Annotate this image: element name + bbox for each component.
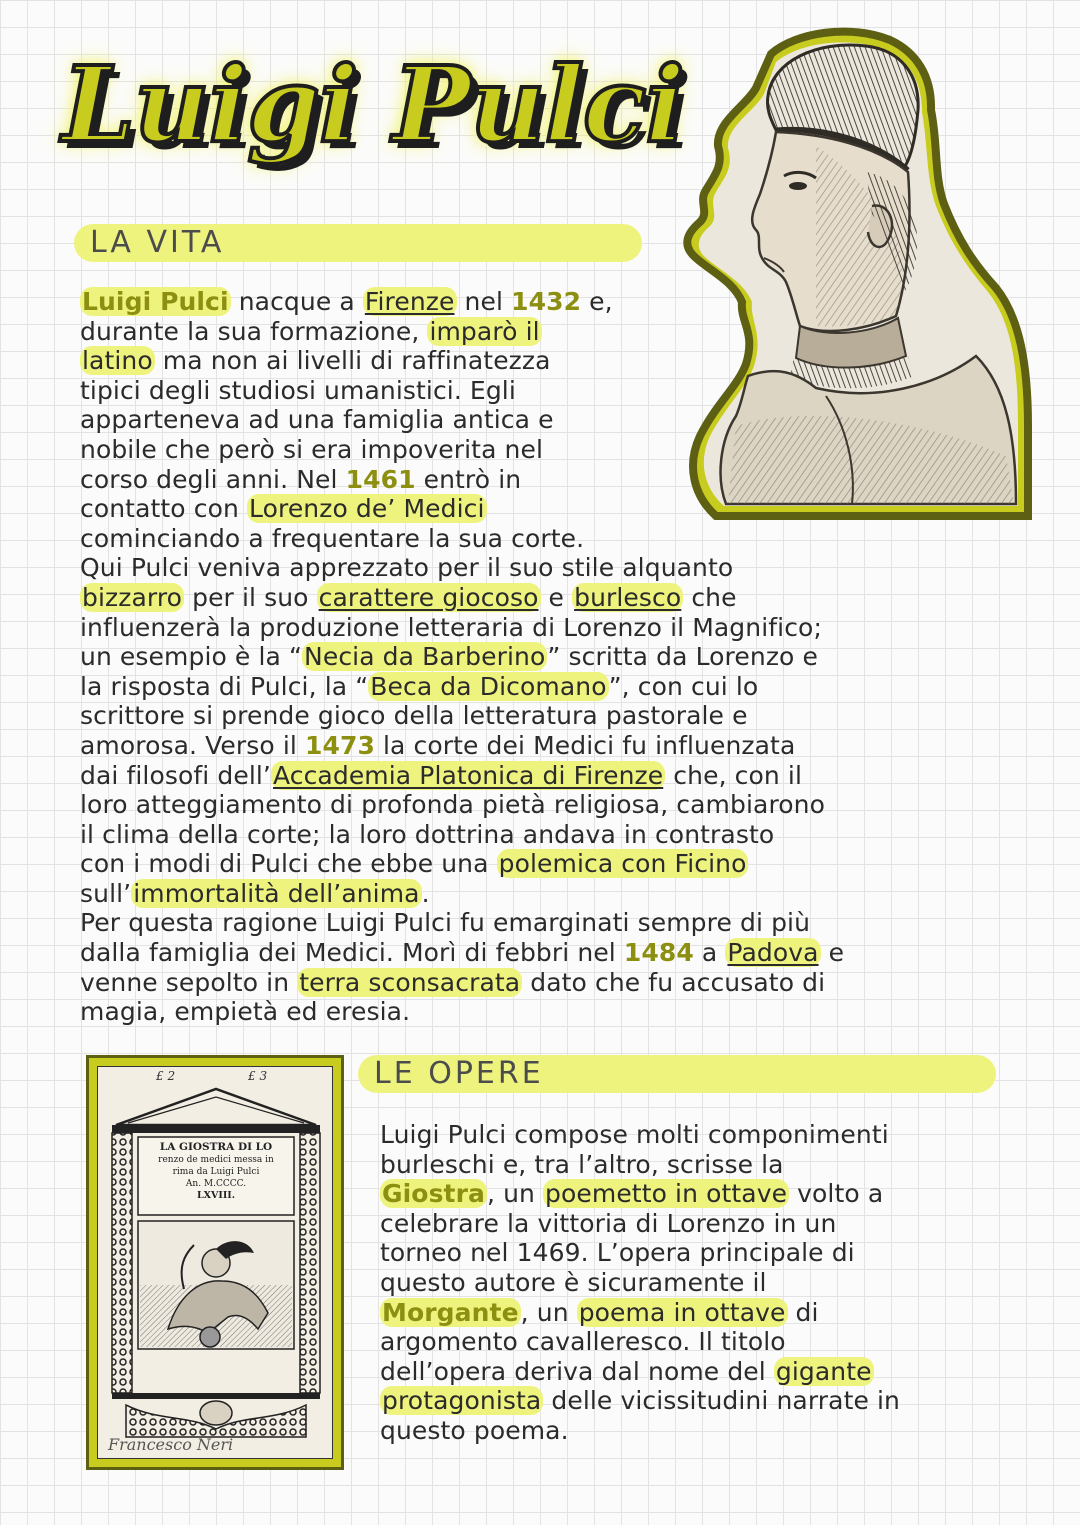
text-line <box>80 287 844 317</box>
text-line <box>80 879 844 909</box>
text-span: che, con il <box>665 760 802 790</box>
text-line <box>80 376 844 406</box>
text-line <box>80 494 844 524</box>
text-line <box>80 465 844 495</box>
text-span: burleschi e, tra l’altro, scrisse la <box>380 1149 784 1179</box>
text-span: scrittore si prende gioco della letteratura pastorale e <box>80 701 748 731</box>
text-line <box>80 997 844 1027</box>
text-line <box>380 1150 900 1180</box>
text-span: nacque a <box>230 287 363 316</box>
corner-mark: £ 3 <box>248 1069 268 1083</box>
text-span: nel <box>456 287 512 316</box>
year-highlight: 1461 <box>345 464 416 494</box>
highlight-work: Giostra <box>382 1179 485 1209</box>
highlight-place: Padova <box>727 938 819 968</box>
text-span: e <box>540 582 573 612</box>
highlight-phrase: poema in ottave <box>578 1297 786 1327</box>
text-span: contatto con <box>80 494 247 524</box>
text-line <box>80 701 844 731</box>
text-line <box>380 1179 900 1209</box>
book-cover-image <box>86 1055 344 1470</box>
text-line <box>80 553 844 583</box>
text-line <box>80 583 844 613</box>
text-line <box>80 849 844 879</box>
highlight-place: Firenze <box>364 287 455 316</box>
text-span: loro atteggiamento di profonda pietà religiosa, cambiarono <box>80 790 826 820</box>
highlight-phrase: immortalità dell’anima <box>133 878 420 908</box>
section-header-vita <box>74 224 642 262</box>
text-span: dai filosofi dell’ <box>80 760 271 790</box>
text-span: questo autore è sicuramente il <box>380 1267 767 1297</box>
text-span: ” scritta da Lorenzo e <box>547 642 818 672</box>
text-span: delle vicissitudini narrate in <box>543 1386 900 1416</box>
text-span: questo poema. <box>380 1415 569 1445</box>
book-page <box>97 1066 333 1459</box>
text-line <box>80 908 844 938</box>
text-span: a <box>693 938 726 968</box>
highlight-phrase: protagonista <box>382 1386 542 1416</box>
year-highlight: 1484 <box>623 938 694 968</box>
text-span: ”, con cui lo <box>608 671 759 701</box>
corner-mark: £ 2 <box>156 1069 176 1083</box>
text-span: e, <box>581 287 613 316</box>
cover-line: renzo de medici messa in <box>158 1155 274 1165</box>
text-span: , un <box>487 1179 544 1209</box>
cover-line: An. M.CCCC. <box>185 1179 247 1189</box>
text-span: di <box>787 1297 819 1327</box>
text-span: sull’ <box>80 878 132 908</box>
highlight-phrase: imparò il <box>429 316 540 346</box>
highlight-phrase: terra sconsacrata <box>299 967 521 997</box>
text-span: magia, empietà ed eresia. <box>80 997 411 1027</box>
text-span: apparteneva ad una famiglia antica e <box>80 405 554 435</box>
highlight-phrase: poemetto in ottave <box>545 1179 788 1209</box>
book-ornament <box>98 1067 333 1459</box>
text-span: influenzerà la produzione letteraria di Lorenzo il Magnifico; <box>80 612 822 642</box>
text-line <box>80 820 844 850</box>
text-span: per il suo <box>184 582 317 612</box>
cover-line: LXVIII. <box>196 1190 236 1201</box>
highlight-name: Luigi Pulci <box>82 287 229 316</box>
highlight-phrase: Beca da Dicomano <box>370 671 607 701</box>
highlight-phrase: gigante <box>775 1356 872 1386</box>
text-span: la corte dei Medici fu influenzata <box>374 730 796 760</box>
text-span: che <box>683 582 737 612</box>
text-span: torneo nel 1469. L’opera principale di <box>380 1238 855 1268</box>
text-span: cominciando a frequentare la sua corte. <box>80 523 585 553</box>
text-line <box>80 613 844 643</box>
text-line <box>380 1298 900 1328</box>
highlight-phrase: polemica con Ficino <box>498 849 747 879</box>
text-span: celebrare la vittoria di Lorenzo in un <box>380 1208 837 1238</box>
text-line <box>80 435 844 465</box>
text-span: , un <box>520 1297 577 1327</box>
text-span: dalla famiglia dei Medici. Morì di febbri nel <box>80 938 624 968</box>
text-line <box>80 524 844 554</box>
text-line <box>380 1120 900 1150</box>
text-span: il clima della corte; la loro dottrina andava in contrasto <box>80 819 775 849</box>
text-line <box>80 790 844 820</box>
text-span: dato che fu accusato di <box>522 967 826 997</box>
text-line <box>80 405 844 435</box>
year-highlight: 1432 <box>511 287 582 316</box>
text-span: e <box>820 938 845 968</box>
page-title: Luigi Pulci <box>62 43 684 166</box>
highlight-phrase: Accademia Platonica di Firenze <box>272 760 664 790</box>
text-span: nobile che però si era impoverita nel <box>80 434 544 464</box>
text-line <box>80 968 844 998</box>
text-line <box>380 1238 900 1268</box>
text-line <box>80 761 844 791</box>
text-span: Luigi Pulci compose molti componimenti <box>380 1120 889 1149</box>
text-span: Qui Pulci veniva apprezzato per il suo stile alquanto <box>80 553 734 583</box>
highlight-phrase: Necia da Barberino <box>304 642 546 672</box>
text-line <box>380 1209 900 1239</box>
text-line <box>80 938 844 968</box>
year-highlight: 1473 <box>304 730 375 760</box>
section-header-opere <box>358 1055 996 1093</box>
highlight-phrase: latino <box>82 346 153 376</box>
text-line <box>80 346 844 376</box>
text-span: con i modi di Pulci che ebbe una <box>80 849 497 879</box>
text-line <box>80 317 844 347</box>
opere-text <box>380 1120 900 1446</box>
text-span: corso degli anni. Nel <box>80 464 346 494</box>
text-line <box>380 1327 900 1357</box>
highlight-phrase: bizzarro <box>82 582 183 612</box>
book-cover-title <box>138 1141 294 1202</box>
text-span: dell’opera deriva dal nome del <box>380 1356 774 1386</box>
text-line <box>380 1416 900 1446</box>
text-span: argomento cavalleresco. Il titolo <box>380 1327 786 1357</box>
signature: Francesco Neri <box>108 1435 234 1454</box>
text-span: ma non ai livelli di raffinatezza <box>154 346 551 376</box>
text-line <box>80 642 844 672</box>
text-span: . <box>421 878 430 908</box>
text-span: venne sepolto in <box>80 967 298 997</box>
text-line <box>80 672 844 702</box>
text-line <box>380 1386 900 1416</box>
vita-text <box>80 287 844 1027</box>
text-line <box>80 731 844 761</box>
highlight-work: Morgante <box>382 1297 519 1327</box>
cover-line: rima da Luigi Pulci <box>172 1167 260 1177</box>
text-span: amorosa. Verso il <box>80 730 305 760</box>
highlight-phrase: carattere giocoso <box>318 582 539 612</box>
highlight-phrase: burlesco <box>574 582 682 612</box>
text-span: la risposta di Pulci, la “ <box>80 671 369 701</box>
text-span: volto a <box>789 1179 884 1209</box>
text-span: Per questa ragione Luigi Pulci fu emarginati sempre di più <box>80 908 811 938</box>
text-line <box>380 1357 900 1387</box>
text-span: entrò in <box>415 464 522 494</box>
text-span: tipici degli studiosi umanistici. Egli <box>80 375 516 405</box>
cover-line: LA GIOSTRA DI LO <box>159 1141 273 1153</box>
section-title-vita: LA VITA <box>90 225 225 260</box>
text-span: un esempio è la “ <box>80 642 303 672</box>
text-line <box>380 1268 900 1298</box>
highlight-phrase: Lorenzo de’ Medici <box>249 494 485 524</box>
text-span: durante la sua formazione, <box>80 316 428 346</box>
section-title-opere: LE OPERE <box>374 1056 544 1091</box>
